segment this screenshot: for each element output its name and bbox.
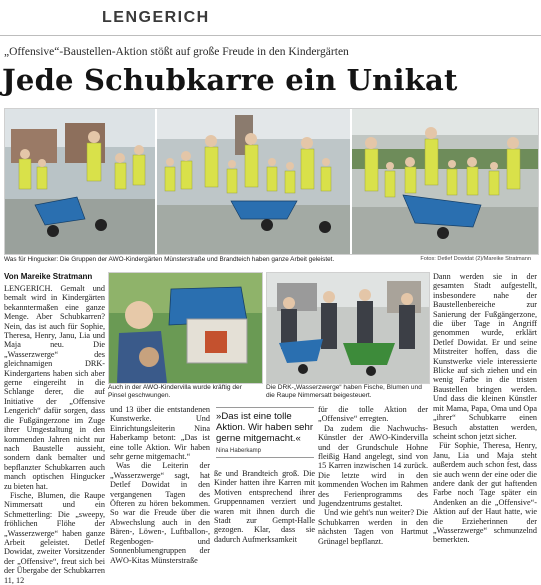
kindervilla-photo bbox=[108, 272, 263, 384]
kindervilla-photo-illustration bbox=[109, 273, 262, 383]
main-photo-illustration bbox=[5, 109, 538, 254]
main-photo bbox=[4, 108, 539, 255]
pull-quote bbox=[216, 404, 314, 461]
article-column-4 bbox=[318, 405, 428, 548]
paragraph: Was die Leiterin der „Wasserzwerge“ sagt, hat Detlef Dowidat in den vergangenen Tagen des Öfteren zu hören bekommen. So war die Freude über die Abwechslung auch in den Bären-, Löwen-, Luftballon-, Regenbogen- und Sonnenblumengruppen der AWO-Kitas Münsterstraße bbox=[110, 461, 210, 565]
quote-divider bbox=[216, 407, 314, 408]
article-column-3 bbox=[214, 469, 315, 549]
photo-credit: Fotos: Detlef Dowidat (2)/Mareike Stratmann bbox=[420, 256, 531, 262]
pull-quote-text: »Das ist eine tolle Aktion. Wir haben sehr gerne mitgemacht.« bbox=[216, 411, 314, 444]
wasserzwerge-photo bbox=[266, 272, 430, 384]
paragraph: Für Sophie, Theresa, Henry, Janu, Lia und Maja steht außerdem auch schon fest, dass sie auch wenn der eine oder die andere dank der gut haftenden Farbe noch Tage später ein Andenken an die „Offensive“-Aktion auf der Haut hatte, wie die Erzieherinnen der „Wasserzwerge“ schmunzelnd bemerkten. bbox=[433, 441, 537, 545]
wasserzwerge-caption: Die DRK-„Wasserzwerge“ haben Fische, Blumen und die Raupe Nimmersatt beigesteuert. bbox=[266, 384, 422, 399]
wasserzwerge-photo-illustration bbox=[267, 273, 429, 383]
paragraph: Und wie geht's nun weiter? Die Schubkarren werden in den nächsten Tagen von Hartmut Grünagel bepflanzt. bbox=[318, 508, 428, 546]
main-photo-caption: Was für Hingucker: Die Gruppen der AWO-Kindergärten Münsterstraße und Brandteich haben ganze Arbeit geleistet. bbox=[4, 256, 335, 263]
paragraph: Fische, Blumen, die Raupe Nimmersatt und ein Schmetterling: Die „sweepy, fröhlichen Flöhe der „Wasserzwerge“ haben ganze Arbeit geleistet. Detlef Dowidat, zweiter Vorsitzender der „Offensive“, freut sich bei der Übergabe der Schubkarren 11, 12 bbox=[4, 490, 105, 585]
paragraph: ße und Brandteich groß. Die Kinder hatten ihre Karren mit Motiven entsprechend ihrer Gruppennamen verziert und waren mit ihnen durch die Stadt zur Gempt-Halle gezogen. Klar, dass sie dadurch Aufmerksamkeit bbox=[214, 469, 315, 544]
article-column-5 bbox=[433, 272, 537, 548]
paragraph: für die tolle Aktion der „Offensive“ erregten. bbox=[318, 405, 428, 424]
masthead-band bbox=[0, 0, 541, 36]
paragraph: und 13 über die entstandenen Kunstwerke. Und Einrichtungsleiterin Nina Haberkamp betont: „Das ist eine tolle Aktion. Wir haben sehr gerne mitgemacht.“ bbox=[110, 405, 210, 462]
headline: Jede Schubkarre ein Unikat bbox=[2, 63, 458, 97]
kindervilla-caption: Auch in der AWO-Kindervilla wurde kräftig der Pinsel geschwungen. bbox=[108, 384, 242, 399]
article-column-1 bbox=[4, 284, 105, 585]
section-title: LENGERICH bbox=[102, 9, 210, 26]
paragraph: Da zudem die Nachwuchs-Künstler der AWO-Kindervilla und der Grundschule Hohne fleißig Hand angelegt, sind von 15 Karren inzwischen 14 zurück. Die letzte wird in den kommenden Wochen im Rahmen des Ferienprogramms des Jugendzentrums gestaltet. bbox=[318, 423, 428, 509]
pull-quote-attribution: Nina Haberkamp bbox=[216, 448, 262, 454]
article-column-2 bbox=[110, 405, 210, 565]
paragraph: Dann werden sie in der gesamten Stadt aufgestellt, insbesondere nahe der Baustellenbereiche zur Sanierung der Fußgängerzone, die über Tage in Angriff genommen wurde, erklärt Detlef Dowidat. Er und seine Mitstreiter hoffen, dass die Kunstwerke viele interessierte Blicke auf sich ziehen und ein wenig Farbe in die tristen Baustellen bringen werden. Und dass die kleinen Künstler mit Mama, Papa, Oma und Opa „ihrer“ Schubkarre einen Besuch abstatten werden, scheint schon jetzt sicher. bbox=[433, 272, 537, 441]
paragraph: LENGERICH. Gemalt und bemalt wird in Kindergärten bekanntermaßen eine ganze Menge. Aber Schubkarren? Nein, das ist auch für Sophie, Theresa, Henry, Janu, Lia und Maja neu. Die „Wasserzwerge“ des gleichnamigen DRK-Kindergartens haben sich aber gerne eingereiht in die Schlange derer, die auf Initiative der „Offensive Lengerich“ dafür sorgen, dass die Fußgängerzone im Zuge ihrer Umgestaltung in den kommenden Jahren nicht nur nach Baustelle aussieht, sondern dank bemalter und bepflanzter Schubkarren auch manch optischen Hingucker zu bieten hat. bbox=[4, 284, 105, 491]
byline: Von Mareike Stratmann bbox=[4, 272, 93, 281]
kicker: „Offensive“-Baustellen-Aktion stößt auf große Freude in den Kindergärten bbox=[4, 46, 349, 58]
quote-divider bbox=[216, 457, 314, 458]
section-rule bbox=[0, 35, 541, 36]
